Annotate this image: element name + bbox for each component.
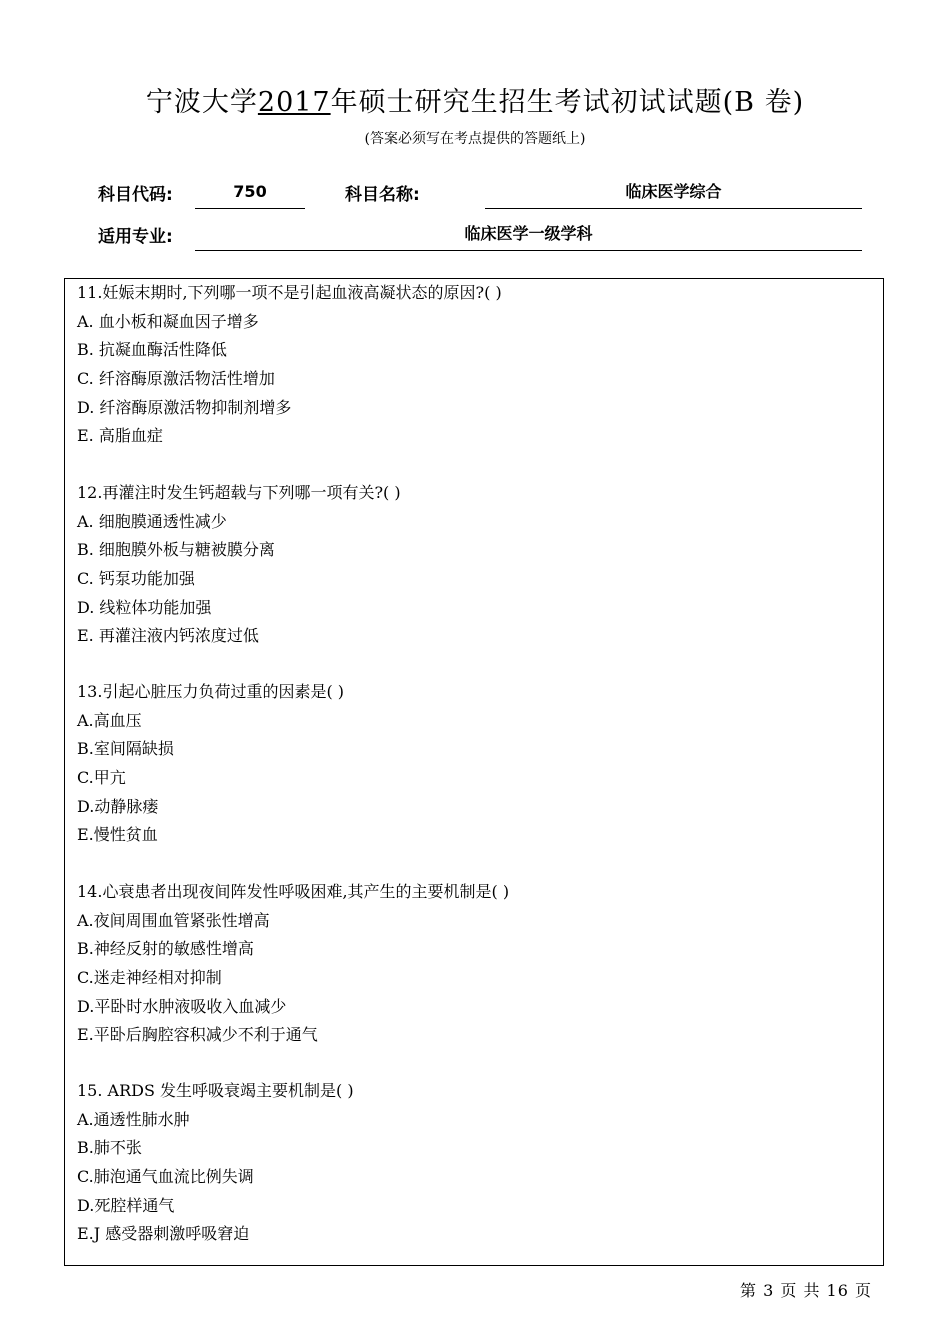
option-d: D.平卧时水肿液吸收入血减少 xyxy=(77,996,287,1016)
option-c: C.肺泡通气血流比例失调 xyxy=(77,1167,254,1187)
option-c: C. 纤溶酶原激活物活性增加 xyxy=(77,369,275,389)
question-12 xyxy=(77,479,867,651)
option-a: A. 血小板和凝血因子增多 xyxy=(77,311,259,331)
major-value: 临床医学一级学科 xyxy=(195,222,862,251)
major-label: 适用专业: xyxy=(98,227,173,247)
option-e: E.J 感受器刺激呼吸窘迫 xyxy=(77,1224,250,1244)
exam-subtitle: (答案必须写在考点提供的答题纸上) xyxy=(364,131,586,147)
option-d: D. 纤溶酶原激活物抑制剂增多 xyxy=(77,397,292,417)
subject-code-value: 750 xyxy=(195,180,305,209)
title-prefix: 宁波大学 xyxy=(145,87,258,118)
option-a: A. 细胞膜通透性减少 xyxy=(77,511,227,531)
option-a: A.夜间周围血管紧张性增高 xyxy=(77,910,270,930)
question-box xyxy=(64,278,884,1266)
option-b: B.室间隔缺损 xyxy=(77,739,174,759)
option-b: B. 细胞膜外板与糖被膜分离 xyxy=(77,540,275,560)
question-14 xyxy=(77,878,867,1050)
option-b: B.神经反射的敏感性增高 xyxy=(77,939,254,959)
question-15 xyxy=(77,1077,867,1249)
question-stem: 14.心衰患者出现夜间阵发性呼吸困难,其产生的主要机制是( ) xyxy=(77,882,510,901)
title-year: 2017 xyxy=(257,87,331,118)
option-a: A.高血压 xyxy=(77,710,142,730)
option-e: E.慢性贫血 xyxy=(77,825,158,845)
page-number: 第 3 页 共 16 页 xyxy=(740,1281,872,1300)
subject-name-value: 临床医学综合 xyxy=(485,180,862,209)
question-stem: 11.妊娠末期时,下列哪一项不是引起血液高凝状态的原因?( ) xyxy=(77,283,502,302)
question-stem: 12.再灌注时发生钙超载与下列哪一项有关?( ) xyxy=(77,483,401,502)
option-b: B. 抗凝血酶活性降低 xyxy=(77,340,227,360)
option-c: C.甲亢 xyxy=(77,768,126,788)
question-11 xyxy=(77,279,867,451)
option-b: B.肺不张 xyxy=(77,1138,142,1158)
option-c: C.迷走神经相对抑制 xyxy=(77,968,222,988)
subject-code-label: 科目代码: xyxy=(98,185,173,205)
option-e: E. 再灌注液内钙浓度过低 xyxy=(77,626,259,646)
question-stem: 15. ARDS 发生呼吸衰竭主要机制是( ) xyxy=(77,1081,354,1100)
subject-name-label: 科目名称: xyxy=(345,185,420,205)
option-d: D. 线粒体功能加强 xyxy=(77,597,212,617)
title-suffix: 年硕士研究生招生考试初试试题(B 卷) xyxy=(330,87,805,118)
question-13 xyxy=(77,678,867,850)
option-d: D.动静脉瘘 xyxy=(77,796,159,816)
option-a: A.通透性肺水肿 xyxy=(77,1109,190,1129)
question-stem: 13.引起心脏压力负荷过重的因素是( ) xyxy=(77,682,345,701)
option-c: C. 钙泵功能加强 xyxy=(77,569,195,589)
exam-title xyxy=(0,80,950,119)
option-e: E.平卧后胸腔容积减少不利于通气 xyxy=(77,1025,318,1045)
option-e: E. 高脂血症 xyxy=(77,426,163,446)
option-d: D.死腔样通气 xyxy=(77,1195,175,1215)
